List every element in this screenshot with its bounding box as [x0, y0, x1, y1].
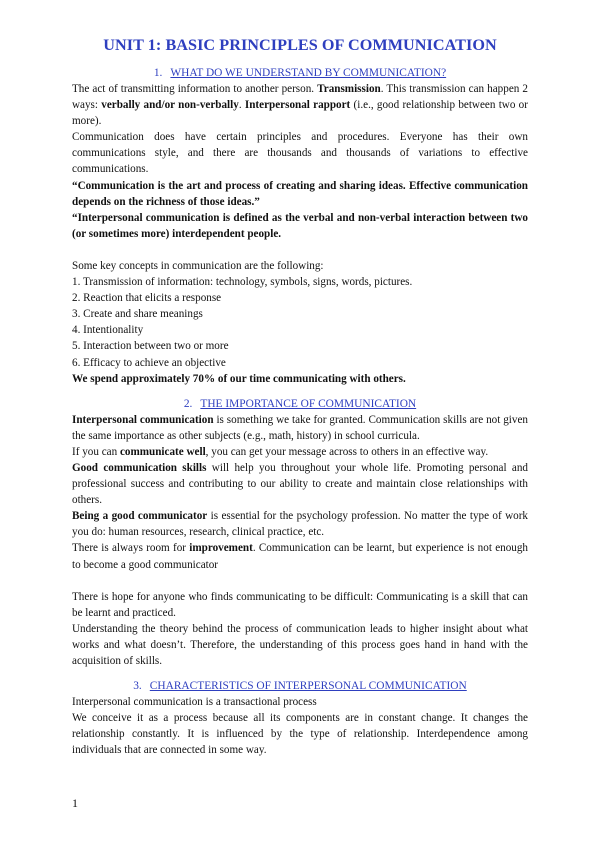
document-page [72, 36, 528, 758]
closing-statement [72, 371, 528, 387]
bold-term: verbally and/or non-verbally [101, 99, 239, 112]
text-run: , you can get your message across to others in an effective way. [205, 445, 489, 458]
key-concepts-intro: Some key concepts in communication are the following: [72, 259, 324, 272]
paragraph-principles: Communication does have certain principles and procedures. Everyone has their own communications style, and there are thousands and thousands of variations to effective communications. [72, 131, 528, 176]
unit-title: UNIT 1: BASIC PRINCIPLES OF COMMUNICATION [103, 36, 497, 54]
paragraph-transmission [72, 81, 528, 129]
list-item: 5. Interaction between two or more [72, 340, 229, 353]
text-run: will help you throughout your whole life. Promoting personal and professional success and contributing to our ability to create and maintain close relationships with others. [72, 461, 528, 507]
paragraph-theory: Understanding the theory behind the process of communication leads to higher insight about what works and what doesn’t. Therefore, the understanding of this process goes hand in hand with the acquisition of skills. [72, 622, 528, 667]
paragraph-transactional: Interpersonal communication is a transactional process [72, 696, 317, 709]
bold-quote: “Communication is the art and process of creating and sharing ideas. Effective communication depends on the richness of those ideas.” [72, 179, 528, 208]
bold-statement: We spend approximately 70% of our time communicating with others. [72, 372, 406, 385]
section-heading-3 [72, 678, 528, 694]
list-item: 1. Transmission of information: technology, symbols, signs, words, pictures. [72, 276, 413, 289]
bold-term: Interpersonal communication [72, 413, 214, 426]
bold-term: communicate well [119, 445, 206, 458]
list-item: 4. Intentionality [72, 324, 144, 337]
text-run: is something we take for granted. Communication skills are not given the same importance as other subjects (e.g., math, history) in school curricula. [72, 413, 528, 442]
page-number: 1 [72, 796, 78, 810]
list-item: 6. Efficacy to achieve an objective [72, 356, 226, 369]
text-run: There is always room for [72, 542, 186, 555]
bold-term: Interpersonal rapport [244, 99, 351, 112]
bold-term: improvement [189, 542, 253, 555]
paragraph-hope: There is hope for anyone who finds communicating to be difficult: Communicating is a skill that can be learnt and practiced. [72, 590, 528, 619]
section-number: 2. [183, 397, 193, 410]
quote-communication [72, 178, 528, 210]
section-title: WHAT DO WE UNDERSTAND BY COMMUNICATION? [170, 67, 447, 79]
paragraph-skills [72, 460, 528, 508]
text-run: The act of transmitting information to another person. [72, 83, 315, 95]
text-run: If you can [72, 445, 118, 458]
bold-term: Transmission [317, 83, 381, 95]
text-run: . [238, 99, 242, 112]
paragraph-improvement [72, 540, 528, 572]
section-title: THE IMPORTANCE OF COMMUNICATION [200, 397, 417, 410]
bold-term: Being a good communicator [72, 510, 208, 523]
list-item: 3. Create and share meanings [72, 308, 203, 321]
section-heading-2 [72, 396, 528, 412]
quote-interpersonal [72, 210, 528, 242]
text-run: (i.e., good relationship between two or more). [72, 99, 528, 128]
bold-term: Good communication skills [72, 461, 207, 474]
bold-quote: “Interpersonal communication is defined as the verbal and non-verbal interaction between two (or sometimes more) interdependent people. [72, 211, 528, 240]
section-heading-1 [72, 65, 528, 81]
paragraph-process: We conceive it as a process because all its components are in constant change. It changes the relationship constantly. It is influenced by the type of relationship. Interdependence among individuals that are connected in some way. [72, 712, 528, 757]
paragraph-communicate-well [72, 444, 528, 460]
section-title: CHARACTERISTICS OF INTERPERSONAL COMMUNICATION [149, 680, 467, 693]
list-item: 2. Reaction that elicits a response [72, 292, 222, 305]
text-run: . Communication can be learnt, but experience is not enough to become a good communicator [72, 542, 528, 571]
text-run: is essential for the psychology profession. No matter the type of work you do: human resources, research, clinical practice, etc. [72, 510, 528, 539]
paragraph-communicator [72, 508, 528, 540]
paragraph-interpersonal [72, 412, 528, 444]
section-number: 3. [133, 680, 142, 693]
text-run: . This transmission can happen 2 ways: [72, 83, 528, 112]
section-number: 1. [153, 67, 163, 79]
